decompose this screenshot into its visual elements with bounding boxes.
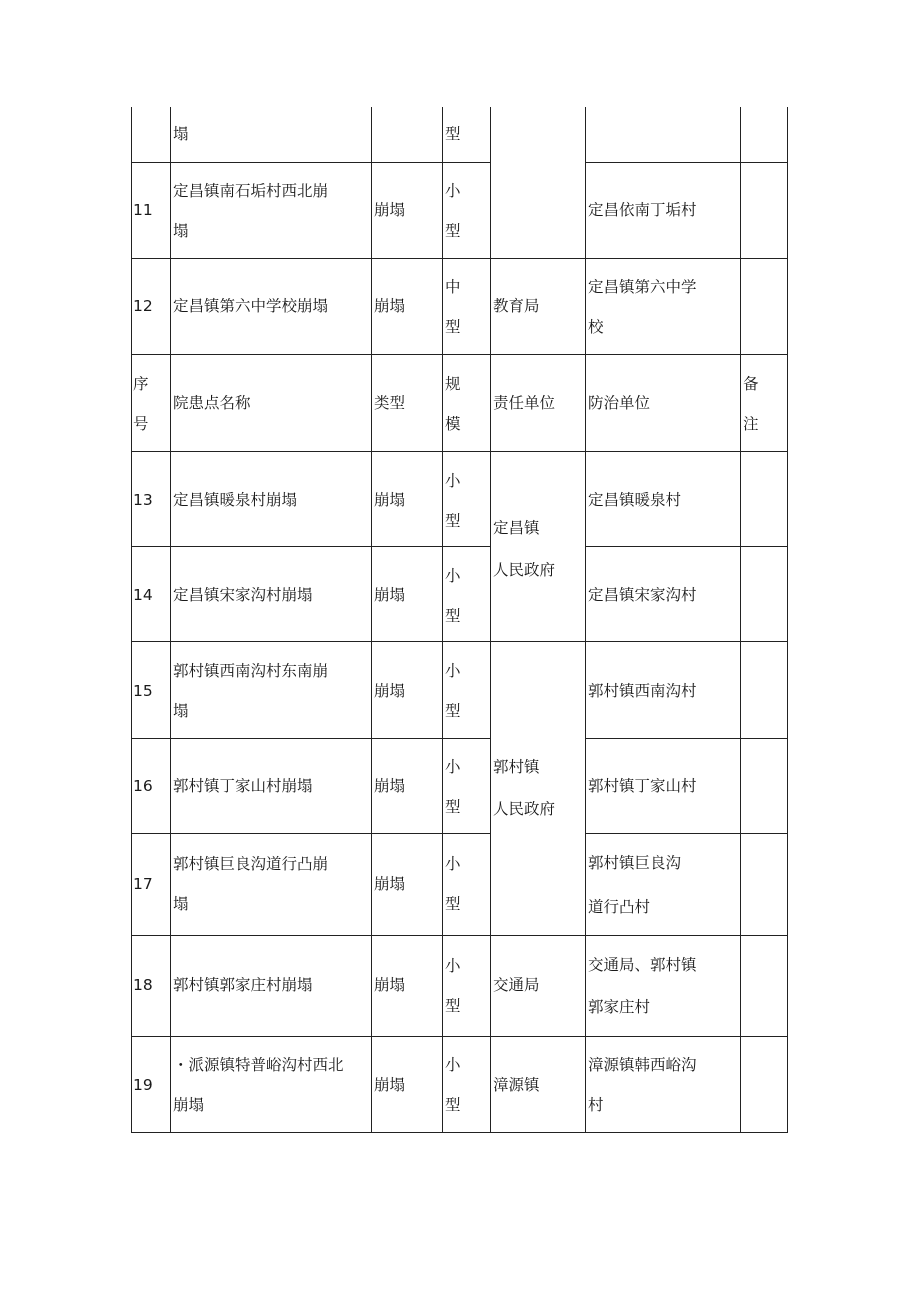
row18-scale: 小 型 bbox=[445, 957, 461, 1015]
col-divider bbox=[442, 107, 443, 1133]
row14-scale: 小 型 bbox=[445, 567, 461, 625]
row15-no: 15 bbox=[133, 682, 153, 700]
row-divider bbox=[131, 1036, 787, 1037]
row16-type: 崩塌 bbox=[374, 777, 406, 795]
row13-prevention: 定昌镇暖泉村 bbox=[588, 491, 682, 509]
row-divider bbox=[585, 546, 787, 547]
row15-name: 郭村镇西南沟村东南崩 塌 bbox=[173, 662, 329, 720]
row18-name: 郭村镇郭家庄村崩塌 bbox=[173, 976, 313, 994]
table-border-right bbox=[787, 107, 788, 1133]
row13-no: 13 bbox=[133, 491, 153, 509]
col-divider bbox=[490, 107, 491, 1133]
row16-prevention: 郭村镇丁家山村 bbox=[588, 777, 697, 795]
row-divider bbox=[131, 935, 787, 936]
row13-scale: 小 型 bbox=[445, 472, 461, 530]
row15-type: 崩塌 bbox=[374, 682, 406, 700]
row19-prevention: 漳源镇韩西峪沟 村 bbox=[588, 1056, 697, 1114]
header-type: 类型 bbox=[374, 394, 406, 412]
row12-scale: 中 型 bbox=[445, 278, 461, 336]
header-prevention: 防治单位 bbox=[588, 394, 651, 412]
row11-scale: 小 型 bbox=[445, 182, 461, 240]
row17-scale: 小 型 bbox=[445, 855, 461, 913]
row14-type: 崩塌 bbox=[374, 586, 406, 604]
row10-name-cont: 塌 bbox=[173, 125, 189, 143]
header-remark: 备 注 bbox=[743, 375, 759, 433]
row17-no: 17 bbox=[133, 875, 153, 893]
row19-no: 19 bbox=[133, 1076, 153, 1094]
row12-responsible: 教育局 bbox=[493, 297, 540, 315]
row15-scale: 小 型 bbox=[445, 662, 461, 720]
row12-name: 定昌镇第六中学校崩塌 bbox=[173, 297, 329, 315]
row-divider bbox=[131, 354, 787, 355]
row-divider bbox=[131, 451, 787, 452]
row11-type: 崩塌 bbox=[374, 201, 406, 219]
table-border-bottom bbox=[131, 1132, 787, 1133]
row-divider bbox=[585, 833, 787, 834]
header-scale: 规 模 bbox=[445, 375, 461, 433]
row-divider bbox=[131, 546, 490, 547]
col-divider bbox=[585, 107, 586, 1133]
col-divider bbox=[740, 107, 741, 1133]
row18-no: 18 bbox=[133, 976, 153, 994]
row15-prevention: 郭村镇西南沟村 bbox=[588, 682, 697, 700]
row-divider bbox=[131, 833, 490, 834]
row14-name: 定昌镇宋家沟村崩塌 bbox=[173, 586, 313, 604]
row16-scale: 小 型 bbox=[445, 758, 461, 816]
row13-type: 崩塌 bbox=[374, 491, 406, 509]
header-responsible: 责任单位 bbox=[493, 394, 556, 412]
row11-no: 11 bbox=[133, 201, 153, 219]
row16-no: 16 bbox=[133, 777, 153, 795]
row18-type: 崩塌 bbox=[374, 976, 406, 994]
row18-responsible: 交通局 bbox=[493, 976, 540, 994]
col-divider bbox=[170, 107, 171, 1133]
row19-responsible: 漳源镇 bbox=[493, 1076, 540, 1094]
row17-type: 崩塌 bbox=[374, 875, 406, 893]
row12-prevention: 定昌镇第六中学 校 bbox=[588, 278, 697, 336]
row-divider bbox=[585, 162, 787, 163]
row19-scale: 小 型 bbox=[445, 1056, 461, 1114]
col-divider bbox=[371, 107, 372, 1133]
dingchang-responsible: 定昌镇 人民政府 bbox=[493, 519, 556, 579]
table-border-left bbox=[131, 107, 132, 1133]
row14-prevention: 定昌镇宋家沟村 bbox=[588, 586, 697, 604]
row-divider bbox=[131, 258, 787, 259]
row10-scale-cont: 型 bbox=[445, 125, 461, 143]
row-divider bbox=[131, 738, 490, 739]
row19-name: ・派源镇特普峪沟村西北 崩塌 bbox=[173, 1056, 344, 1114]
row12-type: 崩塌 bbox=[374, 297, 406, 315]
row14-no: 14 bbox=[133, 586, 153, 604]
row11-name: 定昌镇南石垢村西北崩 塌 bbox=[173, 182, 329, 240]
header-no: 序 号 bbox=[133, 375, 149, 433]
row11-prevention: 定昌依南丁垢村 bbox=[588, 201, 697, 219]
row19-type: 崩塌 bbox=[374, 1076, 406, 1094]
row-divider bbox=[131, 641, 787, 642]
header-name: 院患点名称 bbox=[173, 394, 251, 412]
row18-prevention: 交通局、郭村镇 郭家庄村 bbox=[588, 956, 697, 1016]
row17-prevention: 郭村镇巨良沟 道行凸村 bbox=[588, 854, 682, 916]
row17-name: 郭村镇巨良沟道行凸崩 塌 bbox=[173, 855, 329, 913]
row-divider bbox=[131, 162, 490, 163]
row-divider bbox=[585, 738, 787, 739]
guocun-responsible: 郭村镇 人民政府 bbox=[493, 758, 556, 818]
row16-name: 郭村镇丁家山村崩塌 bbox=[173, 777, 313, 795]
row12-no: 12 bbox=[133, 297, 153, 315]
row13-name: 定昌镇暖泉村崩塌 bbox=[173, 491, 298, 509]
